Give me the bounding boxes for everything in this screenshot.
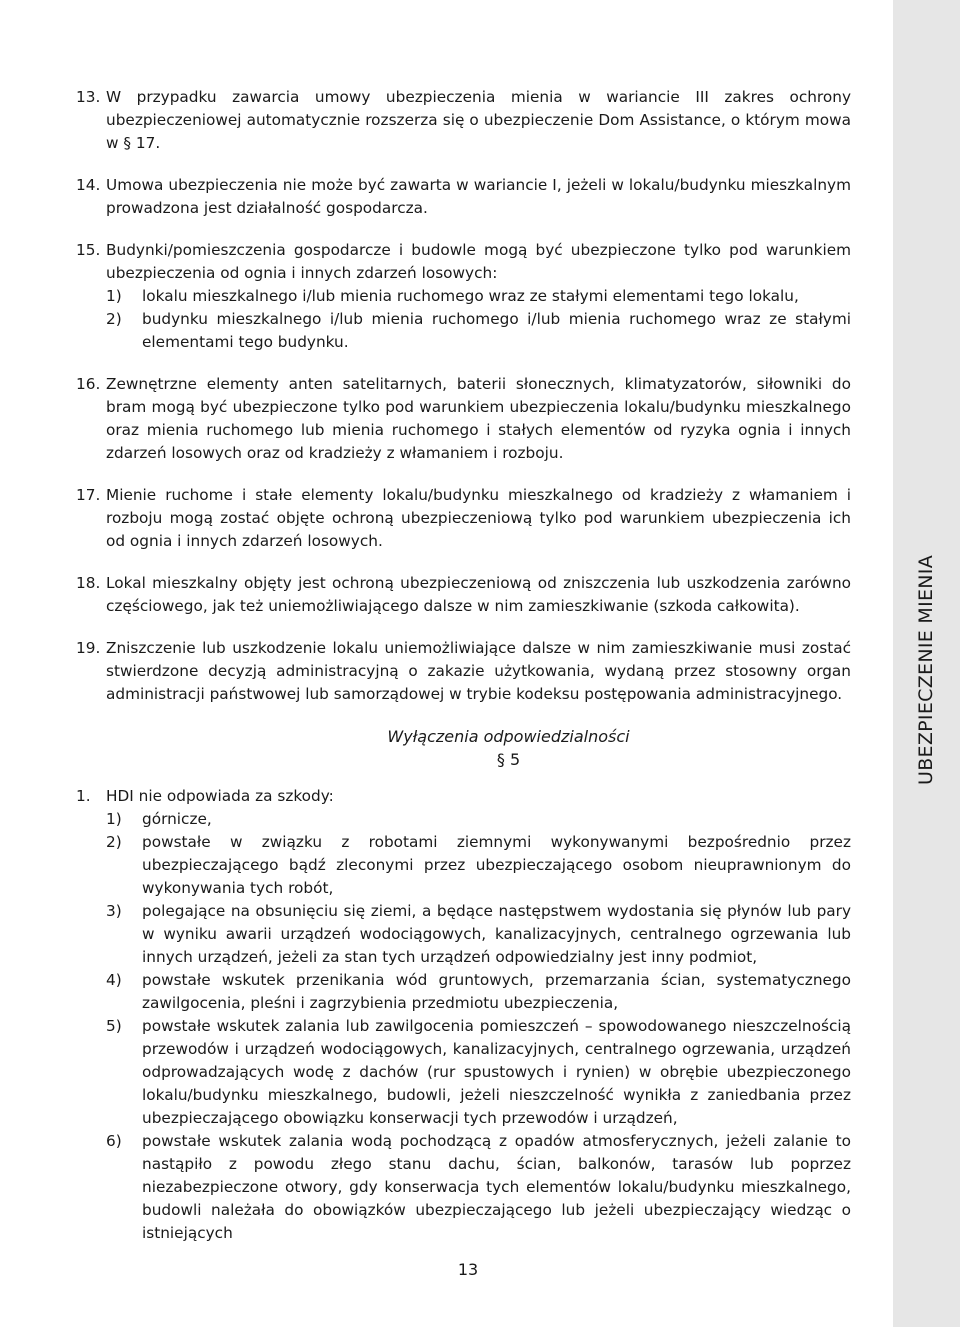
list-item (76, 808, 851, 831)
list-item-number: 2) (106, 833, 122, 851)
section-number: § 5 (496, 750, 521, 769)
list-item (76, 831, 851, 900)
list-item (76, 969, 851, 1015)
paragraph-text: Lokal mieszkalny objęty jest ochroną ubezpieczeniową od zniszczenia lub uszkodzenia zarówno częściowego, jak też uniemożliwiającego dalsze w nim zamieszkiwanie (szkoda całkowita). (106, 574, 851, 615)
paragraph-text: Budynki/pomieszczenia gospodarcze i budowle mogą być ubezpieczone tylko pod warunkiem ubezpieczenia od ognia i innych zdarzeń losowych: (106, 241, 851, 282)
list-item-number: 6) (106, 1132, 122, 1150)
list-item (76, 900, 851, 969)
list-item-text: powstałe w związku z robotami ziemnymi wykonywanymi bezpośrednio przez ubezpieczającego bądź zleconymi przez ubezpieczającego osobom nieuprawnionym do wykonywania tych robót, (142, 833, 851, 897)
paragraph-text: HDI nie odpowiada za szkody: (106, 787, 334, 805)
paragraph-number: 1. (76, 787, 91, 805)
paragraph-text: Zewnętrzne elementy anten satelitarnych, baterii słonecznych, klimatyzatorów, siłowniki do bram mogą być ubezpieczone tylko pod warunkiem ubezpieczenia lokalu/budynku mieszkalnego oraz mienia ruchomego lub mienia ruchomego i stałych elementów od ryzyka ognia i innych zdarzeń losowych oraz od kradzieży z włamaniem i rozboju. (106, 375, 851, 462)
paragraph-number: 17. (76, 486, 101, 504)
list-item (76, 1130, 851, 1245)
paragraph-18 (76, 572, 851, 618)
paragraph-15 (76, 239, 851, 354)
paragraph-text: W przypadku zawarcia umowy ubezpieczenia mienia w wariancie III zakres ochrony ubezpieczeniowej automatycznie rozszerza się o ubezpieczenie Dom Assistance, o którym mowa w § 17. (106, 88, 851, 152)
list-item (76, 285, 851, 308)
paragraph-number: 19. (76, 639, 101, 657)
list-item-text: powstałe wskutek zalania lub zawilgocenia pomieszczeń – spowodowanego nieszczelnością przewodów i urządzeń wodociągowych, kanalizacyjnych, centralnego ogrzewania, urządzeń odprowadzających wodę z dachów (rur spustowych i rynien) w obrębie ubezpieczonego lokalu/budynku mieszkalnego, budowli, jeżeli nieszczelność wynikła z zaniedbania przez ubezpieczającego obowiązku konserwacji tych przewodów i urządzeń, (142, 1017, 851, 1127)
list-item-number: 5) (106, 1017, 122, 1035)
paragraph-text: Zniszczenie lub uszkodzenie lokalu uniemożliwiające dalsze w nim zamieszkiwanie musi zostać stwierdzone decyzją administracyjną o zakazie użytkowania, wydaną przez stosowny organ administracji państwowej lub samorządowej w trybie kodeksu postępowania administracyjnego. (106, 639, 851, 703)
document-body (76, 86, 851, 1245)
list-item-number: 1) (106, 810, 122, 828)
paragraph-14 (76, 174, 851, 220)
list-item-text: powstałe wskutek zalania wodą pochodzącą z opadów atmosferycznych, jeżeli zalanie to nastąpiło z powodu złego stanu dachu, ścian, balkonów, tarasów lub poprzez niezabezpieczone otwory, gdy konserwacja tych elementów lokalu/budynku mieszkalnego, budowli należała do obowiązków ubezpieczającego lub jeżeli ubezpieczający wiedząc o istniejących (142, 1132, 851, 1242)
list-item-number: 1) (106, 287, 122, 305)
list-item (76, 308, 851, 354)
list-item-text: polegające na obsunięciu się ziemi, a będące następstwem wydostania się płynów lub pary w wyniku awarii urządzeń wodociągowych, kanalizacyjnych, centralnego ogrzewania lub innych urządzeń, jeżeli za stan tych urządzeń odpowiedzialny jest inny podmiot, (142, 902, 851, 966)
list-item-number: 4) (106, 971, 122, 989)
paragraph-16 (76, 373, 851, 465)
paragraph-17 (76, 484, 851, 553)
section-side-label: UBEZPIECZENIE MIENIA (915, 555, 937, 785)
exclusions-intro (76, 785, 851, 808)
paragraph-13 (76, 86, 851, 155)
list-item-text: budynku mieszkalnego i/lub mienia ruchomego i/lub mienia ruchomego wraz ze stałymi elementami tego budynku. (142, 310, 851, 351)
list-item (76, 1015, 851, 1130)
list-item-number: 2) (106, 310, 122, 328)
paragraph-text: Mienie ruchome i stałe elementy lokalu/budynku mieszkalnego od kradzieży z włamaniem i rozboju mogą zostać objęte ochroną ubezpieczeniową tylko pod warunkiem ubezpieczenia ich od ognia i innych zdarzeń losowych. (106, 486, 851, 550)
paragraph-text: Umowa ubezpieczenia nie może być zawarta w wariancie I, jeżeli w lokalu/budynku mieszkalnym prowadzona jest działalność gospodarcza. (106, 176, 851, 217)
list-item-text: powstałe wskutek przenikania wód gruntowych, przemarzania ścian, systematycznego zawilgocenia, pleśni i zagrzybienia przedmiotu ubezpieczenia, (142, 971, 851, 1012)
list-item-number: 3) (106, 902, 122, 920)
list-item-text: lokalu mieszkalnego i/lub mienia ruchomego wraz ze stałymi elementami tego lokalu, (142, 287, 799, 305)
paragraph-19 (76, 637, 851, 706)
page-number: 13 (457, 1260, 479, 1279)
paragraph-number: 14. (76, 176, 101, 194)
paragraph-number: 16. (76, 375, 101, 393)
paragraph-number: 18. (76, 574, 101, 592)
paragraph-number: 13. (76, 88, 101, 106)
paragraph-number: 15. (76, 241, 101, 259)
list-item-text: górnicze, (142, 810, 212, 828)
section-heading: Wyłączenia odpowiedzialności (387, 727, 630, 746)
